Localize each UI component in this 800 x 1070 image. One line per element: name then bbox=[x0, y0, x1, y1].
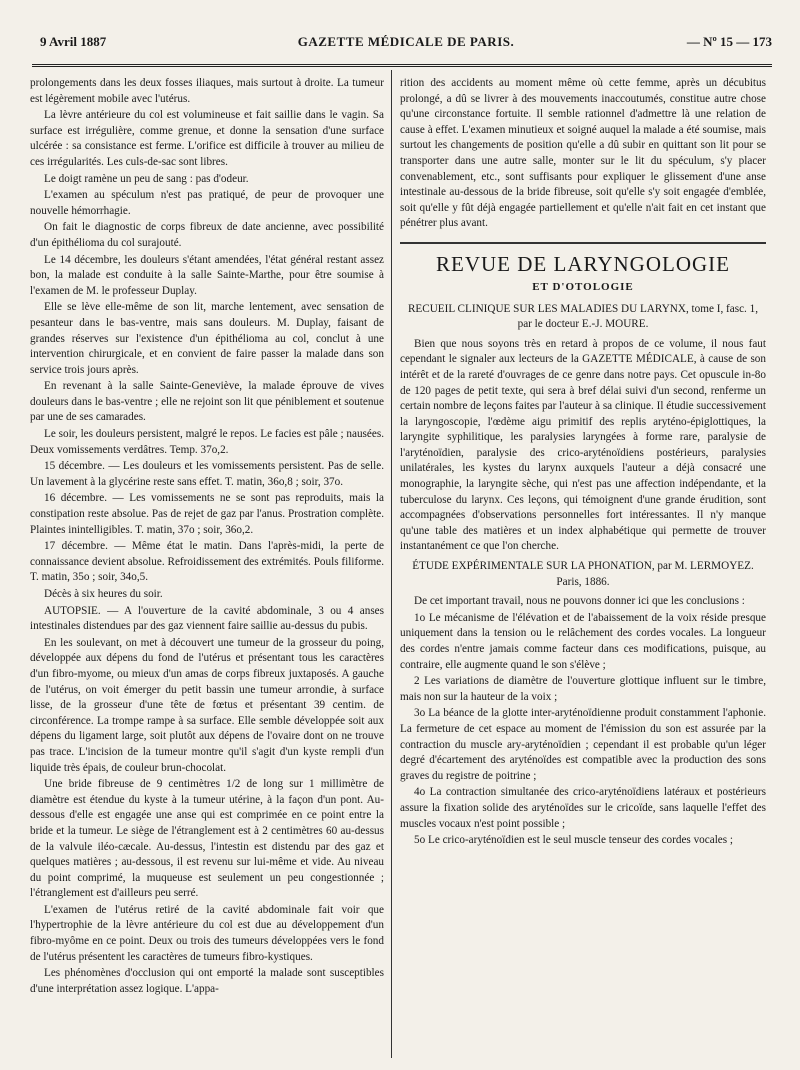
paragraph: prolongements dans les deux fosses iliaques, mais surtout à droite. La tumeur est légèrement mobile avec l'utérus. bbox=[30, 77, 384, 105]
running-header bbox=[40, 34, 772, 56]
list-item: 4o La contraction simultanée des crico-aryténoïdiens latéraux et postérieurs assure la fixation solide des aryténoïdes sur le cricoïde, sans laquelle l'effet des muscles vocaux n'est point possible ; bbox=[400, 786, 766, 830]
paragraph: Le doigt ramène un peu de sang : pas d'odeur. bbox=[44, 172, 249, 185]
paragraph: On fait le diagnostic de corps fibreux de date ancienne, avec possibilité d'un épithélioma du col surajouté. bbox=[30, 221, 384, 249]
right-column bbox=[400, 76, 766, 1060]
paragraph: Elle se lève elle-même de son lit, marche lentement, avec sensation de pesanteur dans le bas-ventre, mais sans douleurs. M. Duplay, faisant de grandes réserves sur l'existence d'un épithélioma au col, conclut à une intervention chirurgicale, et en convient de faire passer la malade dans son service trois jours après. bbox=[30, 301, 384, 376]
page-number: — Nº 15 — 173 bbox=[686, 34, 772, 49]
section-rule bbox=[400, 242, 766, 244]
paragraph: Bien que nous soyons très en retard à propos de ce volume, il nous faut cependant le signaler aux lecteurs de la GAZETTE MÉDICALE, à cause de son intérêt et de la rareté d'ouvrages de ce genre dans notre pays. Cet opuscule in-8o de 120 pages de petit texte, qui sera à bref délai suivi d'un second, renferme un certain nombre de leçons faites par l'auteur à sa clinique. Il étudie successivement la laryngoscopie, l'œdème aigu primitif des replis aryténo-épiglottiques, la laryngite syphilitique, les paralysies laryngées à forme rare, paralysie de l'aryténoïdien, paralysie des crico-aryténoïdiens postérieurs, paralysies unilatérales, les kystes du larynx auxquels l'auteur a déjà consacré une monographie, la laryngite sèche, qui n'est pas une affection indépendante, et la tuberculose du larynx. Ces leçons, qui témoignent d'une grande érudition, sont accompagnées d'observations personnelles fort intéressantes. Il n'y manque qu'une table des matières et un index alphabétique qui permette de trouver instantanément ce que l'on cherche. bbox=[400, 337, 766, 553]
paragraph: 16 décembre. — Les vomissements ne se sont pas reproduits, mais la constipation reste absolue. Pas de rejet de gaz par l'anus. Prostration complète. Plaintes inintelligibles. T. matin, 37o ; soir, 36o,2. bbox=[30, 492, 384, 536]
journal-title: GAZETTE MÉDICALE DE PARIS. bbox=[297, 34, 515, 49]
left-column bbox=[30, 76, 384, 1060]
review-heading: RECUEIL CLINIQUE SUR LES MALADIES DU LARYNX, tome I, fasc. 1, par le docteur E.-J. MOURE. bbox=[407, 302, 759, 331]
paragraph: De cet important travail, nous ne pouvons donner ici que les conclusions : bbox=[414, 595, 745, 608]
paragraph: En les soulevant, on met à découvert une tumeur de la grosseur du poing, développée aux dépens du fond de l'utérus et présentant tous les caractères d'un fibro-myome, ou mieux d'un amas de corps fibreux juxtaposés. A gauche de l'utérus, on voit émerger du petit bassin une tumeur arrondie, à surface lisse, de la grosseur d'une tête de fœtus et présentant 39 centim. de circonférence. La trompe rampe à sa surface. Elle semble développée soit aux dépens du ligament large, soit plutôt aux dépens de l'ovaire dont on ne trouve pas trace. L'incision de la tumeur montre qu'il s'agit d'un kyste rempli d'un liquide très épais, de couleur brun-chocolat. bbox=[30, 636, 384, 774]
column-divider bbox=[391, 70, 392, 1058]
paragraph: La lèvre antérieure du col est volumineuse et fait saillie dans le vagin. Sa surface est irrégulière, comme grenue, et donne la sensation d'une surface ulcérée : sa consistance est ferme. L'orifice est difficile à trouver au milieu de ces irrégularités. Les culs-de-sac sont libres. bbox=[30, 109, 384, 168]
paragraph: rition des accidents au moment même où cette femme, après un décubitus prolongé, a dû se livrer à des mouvements inaccoutumés, constitue autre chose qu'une circonstance fortuite. Il semble rationnel d'admettre là une relation de cause à effet. L'examen minutieux et soigné auquel la malade a été soumise, mais surtout les changements de position qu'elle a dû subir en quittant son lit pour se transporter dans une autre salle, monter sur le lit du spéculum, s'y placer convenablement, etc., sont suffisants pour expliquer le glissement d'une anse intestinale au-dessous de la bride fibreuse, soit qu'elle s'y soit engagée d'emblée, soit qu'elle y fût déjà engagée partiellement et qu'elle n'ait fait en cet instant que pénétrer plus avant. bbox=[400, 77, 766, 230]
section-subtitle: ET D'OTOLOGIE bbox=[532, 280, 634, 293]
issue-date: 9 Avril 1887 bbox=[40, 34, 107, 49]
header-rule bbox=[32, 64, 772, 71]
list-item: 3o La béance de la glotte inter-aryténoïdienne produit constamment l'aphonie. La fermeture de cet espace au moment de l'émission du son est assurée par la contraction du muscle ary-aryténoïdien ; cependant il est probable qu'un léger degré d'écartement des aryténoïdes est compatible avec la production des sons graves du registre de poitrine ; bbox=[400, 707, 766, 782]
paragraph: L'examen au spéculum n'est pas pratiqué, de peur de provoquer une nouvelle hémorrhagie. bbox=[30, 189, 384, 217]
list-item: 1o Le mécanisme de l'élévation et de l'abaissement de la voix réside presque uniquement dans la tension ou le relâchement des cordes vocales. La longueur des cordes n'entre jamais comme facteur dans ces modifications, puisque, au contraire, elle augmente quand le son s'élève ; bbox=[400, 611, 766, 671]
conclusions-list bbox=[400, 611, 766, 849]
paragraph: Une bride fibreuse de 9 centimètres 1/2 de long sur 1 millimètre de diamètre est étendue du kyste à la tumeur utérine, à la façon d'un pont. Au-dessous d'elle est engagée une anse qui est comprimée en ce point entre la bride et la tumeur. Le siège de l'étranglement est à 2 centimètres 60 au-dessus de la valvule iléo-cæcale. Au-dessus, l'intestin est distendu par des gaz et quelques matières ; au-dessous, il est revenu sur lui-même et vide. Au niveau du point comprimé, la muqueuse est seulement un peu congestionnée ; l'étranglement est d'ailleurs peu serré. bbox=[30, 778, 384, 900]
paragraph: AUTOPSIE. — A l'ouverture de la cavité abdominale, 3 ou 4 anses intestinales distendues par des gaz viennent faire saillie au-dessus du pubis. bbox=[30, 604, 384, 633]
paragraph: Le 14 décembre, les douleurs s'étant amendées, l'état général restant assez bon, la malade est conduite à la salle Sainte-Marthe, pour être soumise à l'examen de M. le professeur Duplay. bbox=[30, 253, 384, 297]
paragraph: 17 décembre. — Même état le matin. Dans l'après-midi, la perte de connaissance devient absolue. Refroidissement des extrémités. Pouls filiforme. T. matin, 35o ; soir, 34o,5. bbox=[30, 540, 384, 584]
paragraph: Décès à six heures du soir. bbox=[44, 588, 163, 600]
paragraph: 15 décembre. — Les douleurs et les vomissements persistent. Pas de selle. Un lavement à la glycérine reste sans effet. T. matin, 36o,8 ; soir, 37o. bbox=[30, 460, 384, 488]
paragraph: Le soir, les douleurs persistent, malgré le repos. Le facies est pâle ; nausées. Deux vomissements verdâtres. Temp. 37o,2. bbox=[30, 428, 384, 456]
paragraph: Les phénomènes d'occlusion qui ont emporté la malade sont susceptibles d'une interprétation assez logique. L'appa- bbox=[30, 967, 384, 995]
paragraph: L'examen de l'utérus retiré de la cavité abdominale fait voir que l'hypertrophie de la lèvre antérieure du col est due au développement d'un fibro-myôme en ce point. Deux ou trois des tumeurs développées vers le fond de l'utérus présentent les caractères de tumeurs fibro-kystiques. bbox=[30, 903, 384, 963]
list-item: 5o Le crico-aryténoïdien est le seul muscle tenseur des cordes vocales ; bbox=[414, 834, 734, 847]
review-heading: ÉTUDE EXPÉRIMENTALE SUR LA PHONATION, par M. LERMOYEZ. Paris, 1886. bbox=[412, 560, 754, 588]
paragraph: En revenant à la salle Sainte-Geneviève, la malade éprouve de vives douleurs dans le bas-ventre ; elle ne rejoint son lit que péniblement et soutenue par une de ses camarades. bbox=[30, 380, 384, 424]
list-item: 2 Les variations de diamètre de l'ouverture glottique influent sur le timbre, mais non sur la hauteur de la voix ; bbox=[400, 675, 766, 703]
section-title: REVUE DE LARYNGOLOGIE bbox=[436, 251, 730, 276]
